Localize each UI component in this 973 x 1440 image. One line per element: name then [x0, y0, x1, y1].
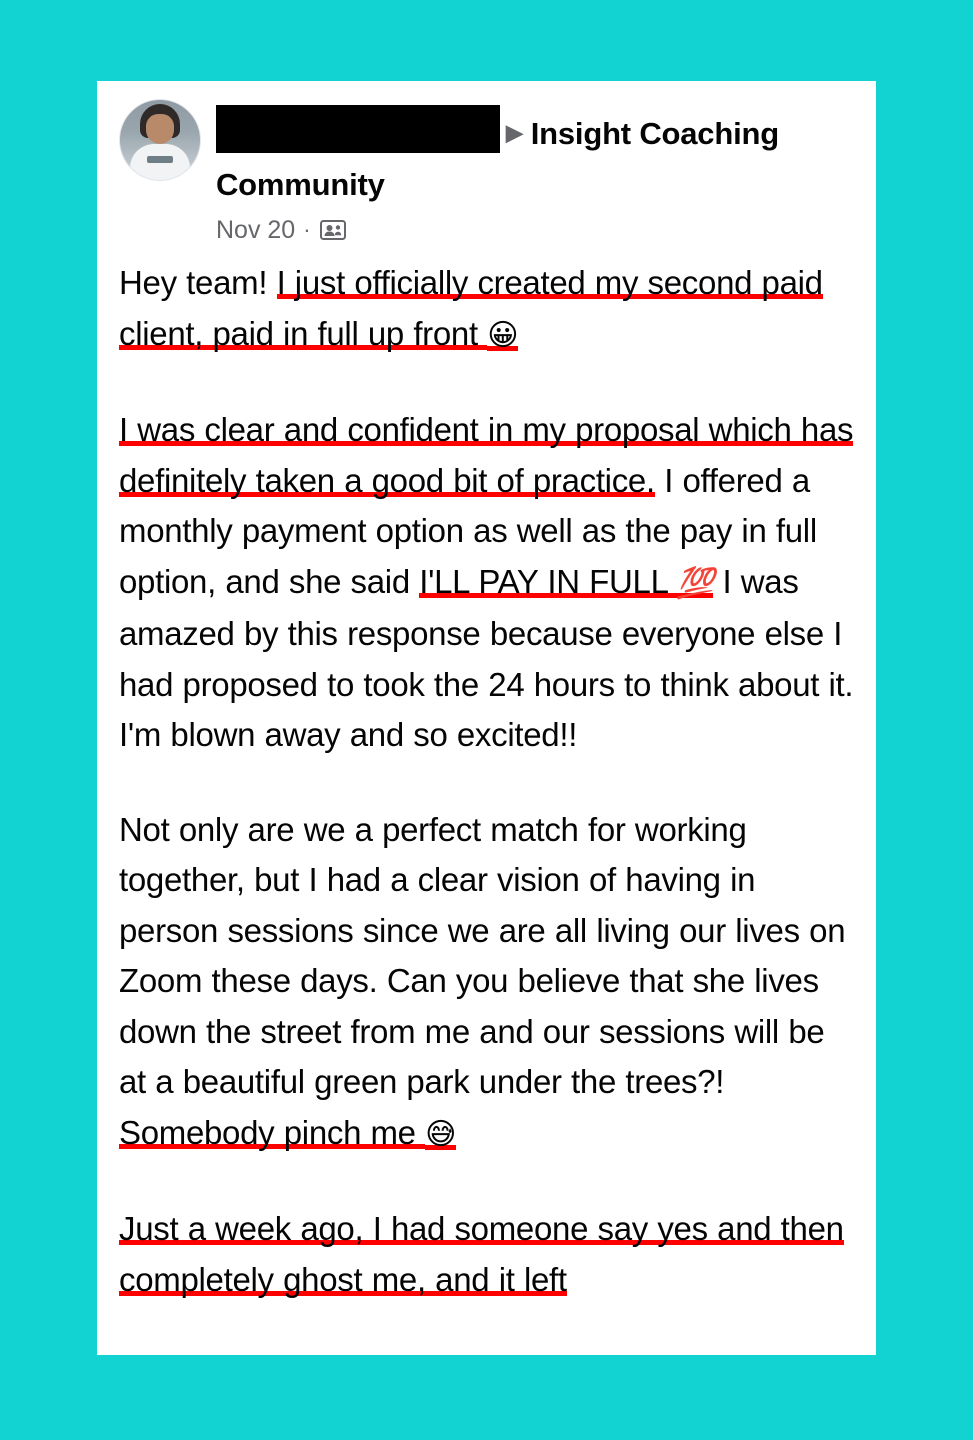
post-paragraph-3 — [119, 805, 854, 1161]
avatar[interactable] — [119, 99, 201, 181]
author-and-group-line — [216, 105, 854, 210]
post-paragraph-1 — [119, 258, 854, 361]
post-header-text — [216, 99, 854, 246]
highlighted-text-segment: I was clear and confident in my proposal which has definitely taken a good bit of practice. — [119, 411, 854, 499]
post-paragraph-2 — [119, 405, 854, 761]
post-paragraph-4 — [119, 1204, 854, 1305]
highlighted-text-segment: Just a week ago, I had someone say yes and then completely ghost me, and it left — [119, 1210, 844, 1298]
text-segment: Hey team! — [119, 264, 277, 301]
post-date[interactable]: Nov 20 — [216, 216, 296, 244]
highlighted-text-segment: Somebody pinch me — [119, 1113, 426, 1151]
highlighted-text-segment: I just officially created my second paid client, paid in full up front — [119, 264, 823, 352]
text-segment: Not only are we a perfect match for working together, but I had a clear vision of having in person sessions since we are all living our lives on Zoom these days. Can you believe that she lives down the street from me and our sessions will be at a beautiful green park under the trees?! — [119, 810, 846, 1100]
post-body — [97, 246, 876, 1305]
author-name-redaction — [216, 105, 500, 153]
post-meta — [216, 214, 854, 246]
group-name-link[interactable]: Insight Coaching Community — [216, 116, 779, 202]
avatar-shirt-logo — [147, 156, 173, 163]
text-segment: I offered a monthly payment option as well as the pay in full option, and she said — [119, 461, 817, 600]
hundred-points-emoji: 💯 — [676, 566, 714, 600]
meta-separator: · — [303, 217, 311, 242]
avatar-face — [146, 114, 174, 144]
arrow-right-icon: ▶ — [506, 120, 523, 145]
grinning-face-sweat-emoji: 😅 — [425, 1116, 457, 1152]
highlighted-text-segment: I'LL PAY IN FULL — [419, 562, 677, 600]
grinning-face-emoji: 😀 — [487, 317, 519, 353]
social-post-card — [97, 81, 876, 1355]
group-audience-icon[interactable] — [319, 218, 347, 242]
post-header — [97, 81, 876, 246]
text-segment: I was amazed by this response because everyone else I had proposed to took the 24 hours to think about it. I'm blown away and so excited!! — [119, 562, 854, 753]
